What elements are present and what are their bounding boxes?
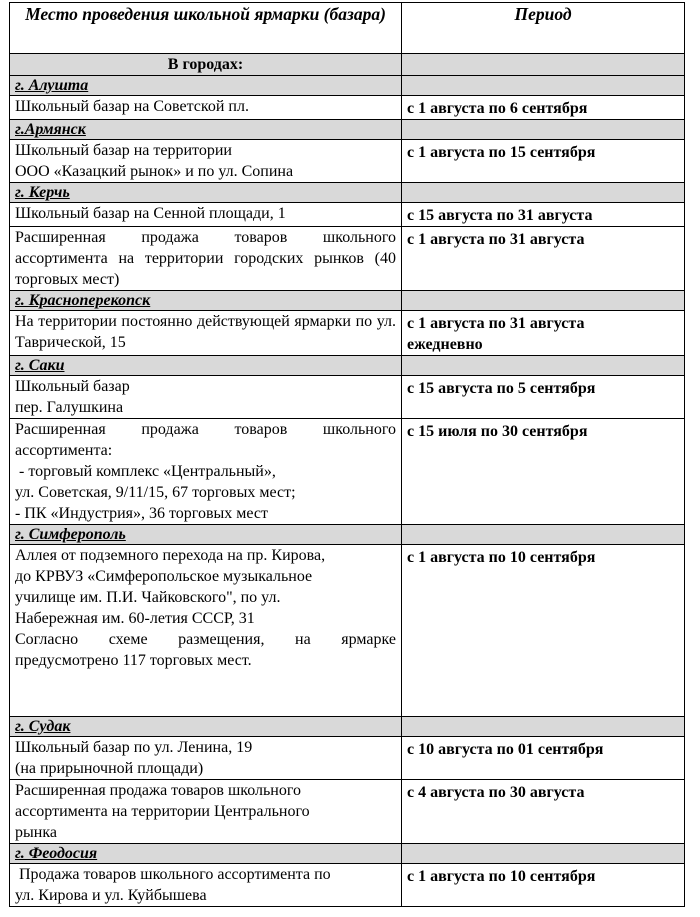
city-blank — [402, 76, 685, 96]
place-line: Расширенная продажа товаров школьного ассортимента на территории городских рынков (40 торговых мест) — [15, 229, 400, 288]
period-line: с 15 июля по 30 сентября — [407, 423, 588, 440]
table-row — [10, 203, 685, 227]
fair-schedule-table — [9, 2, 685, 907]
place-line: На территории постоянно действующей ярмарки по ул. Таврической, 15 — [15, 313, 400, 351]
period-cell — [402, 311, 685, 356]
city-blank — [402, 356, 685, 376]
period-line: с 15 августа по 5 сентября — [407, 380, 596, 397]
period-line: с 15 августа по 31 августа — [407, 207, 593, 224]
city-name: г. Керчь — [10, 183, 402, 203]
city-name: г. Феодосия — [10, 844, 402, 864]
period-cell — [402, 545, 685, 717]
place-cell — [10, 311, 402, 356]
place-line: Школьный базар по ул. Ленина, 19 — [15, 739, 253, 756]
period-cell — [402, 203, 685, 227]
section-row — [10, 54, 685, 76]
city-blank — [402, 183, 685, 203]
place-line: Набережная им. 60-летия СССР, 31 — [15, 610, 255, 627]
city-row — [10, 76, 685, 96]
place-line: - ПК «Индустрия», 36 торговых мест — [15, 505, 268, 522]
place-line: Школьный базар — [15, 378, 130, 395]
place-line: пер. Галушкина — [15, 399, 124, 416]
table-row — [10, 140, 685, 183]
city-blank — [402, 525, 685, 545]
period-cell — [402, 96, 685, 120]
city-blank — [402, 291, 685, 311]
place-line: - торговый комплекс «Центральный», — [15, 463, 276, 480]
city-name: г. Алушта — [10, 76, 402, 96]
place-cell — [10, 545, 402, 717]
table-row — [10, 376, 685, 419]
place-line: Расширенная продажа товаров школьного ассортимента: — [15, 421, 400, 459]
period-cell — [402, 737, 685, 780]
period-cell — [402, 864, 685, 907]
place-line: (на прирыночной площади) — [15, 760, 204, 777]
period-line: с 1 августа по 6 сентября — [407, 100, 588, 117]
period-cell — [402, 419, 685, 525]
place-line: ул. Советская, 9/11/15, 67 торговых мест; — [15, 484, 296, 501]
header-place: Место проведения школьной ярмарки (базара) — [10, 3, 402, 54]
place-cell — [10, 96, 402, 120]
header-period: Период — [402, 3, 685, 54]
period-line: с 1 августа по 10 сентября — [407, 868, 596, 885]
city-blank — [402, 844, 685, 864]
place-cell — [10, 376, 402, 419]
table-row — [10, 419, 685, 525]
period-cell — [402, 780, 685, 844]
period-line: с 1 августа по 31 августа — [407, 231, 585, 248]
place-line: рынка — [15, 824, 57, 841]
place-cell — [10, 140, 402, 183]
place-line: Продажа товаров школьного ассортимента по — [15, 866, 331, 883]
period-cell — [402, 227, 685, 291]
city-name: г. Саки — [10, 356, 402, 376]
place-line: ассортимента на территории Центрального — [15, 803, 310, 820]
city-name: г. Судак — [10, 717, 402, 737]
city-row — [10, 291, 685, 311]
period-cell — [402, 140, 685, 183]
period-line: ежедневно — [407, 336, 483, 353]
period-line: с 4 августа по 30 августа — [407, 784, 585, 801]
place-line: ООО «Казацкий рынок» и по ул. Сопина — [15, 163, 294, 180]
table-row — [10, 227, 685, 291]
table-row — [10, 96, 685, 120]
table-row — [10, 864, 685, 907]
place-cell — [10, 203, 402, 227]
period-line: с 10 августа по 01 сентября — [407, 741, 604, 758]
period-cell — [402, 376, 685, 419]
table-row — [10, 311, 685, 356]
city-name: г.Армянск — [10, 120, 402, 140]
city-row — [10, 356, 685, 376]
city-row — [10, 120, 685, 140]
place-line: Аллея от подземного перехода на пр. Кирова, — [15, 547, 326, 564]
place-line: ул. Кирова и ул. Куйбышева — [15, 887, 207, 904]
table-row — [10, 737, 685, 780]
place-line: училище им. П.И. Чайковского", по ул. — [15, 589, 281, 606]
place-cell — [10, 227, 402, 291]
period-line: с 1 августа по 31 августа — [407, 315, 585, 332]
section-label: В городах: — [10, 54, 402, 76]
city-row — [10, 525, 685, 545]
place-cell — [10, 419, 402, 525]
city-row — [10, 183, 685, 203]
place-line: Школьный базар на Сенной площади, 1 — [15, 205, 286, 222]
period-line: с 1 августа по 10 сентября — [407, 549, 596, 566]
place-cell — [10, 864, 402, 907]
section-blank — [402, 54, 685, 76]
place-line: до КРВУЗ «Симферопольское музыкальное — [15, 568, 313, 585]
place-line: Школьный базар на Советской пл. — [15, 98, 249, 115]
place-cell — [10, 780, 402, 844]
place-line: Школьный базар на территории — [15, 142, 232, 159]
city-blank — [402, 717, 685, 737]
place-line: Согласно схеме размещения, на ярмарке предусмотрено 117 торговых мест. — [15, 631, 400, 669]
period-line: с 1 августа по 15 сентября — [407, 144, 596, 161]
place-cell — [10, 737, 402, 780]
city-row — [10, 844, 685, 864]
city-name: г. Красноперекопск — [10, 291, 402, 311]
city-blank — [402, 120, 685, 140]
city-row — [10, 717, 685, 737]
table-row — [10, 545, 685, 717]
city-name: г. Симферополь — [10, 525, 402, 545]
place-line: Расширенная продажа товаров школьного — [15, 782, 302, 799]
header-row — [10, 3, 685, 54]
table-row — [10, 780, 685, 844]
